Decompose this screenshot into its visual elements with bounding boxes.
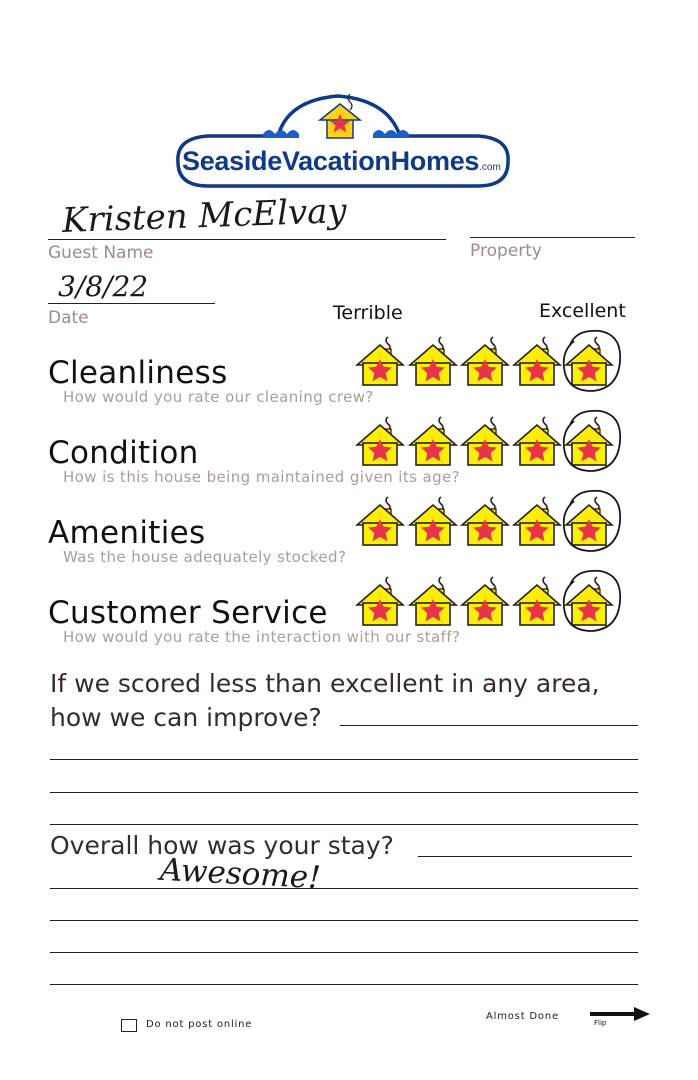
- improve-answer-line-3[interactable]: [50, 792, 638, 793]
- rating-house-icon-1[interactable]: [355, 415, 405, 467]
- guest-name-label: Guest Name: [48, 243, 154, 263]
- logo-suffix: .com: [479, 162, 501, 173]
- overall-answer: Awesome!: [159, 851, 322, 897]
- rating-question: How would you rate the interaction with our staff?: [63, 628, 461, 646]
- rating-house-icon-3[interactable]: [460, 495, 510, 547]
- improve-answer-line-2[interactable]: [50, 759, 638, 760]
- date-value: 3/8/22: [58, 270, 149, 303]
- improve-question-line1: If we scored less than excellent in any area,: [50, 669, 600, 698]
- selected-rating-circle: [556, 405, 628, 481]
- improve-answer-line-4[interactable]: [50, 824, 638, 825]
- rating-house-icon-1[interactable]: [355, 575, 405, 627]
- date-label: Date: [48, 308, 89, 328]
- selected-rating-circle: [556, 485, 628, 561]
- logo-text: SeasideVacationHomes: [182, 146, 480, 176]
- rating-house-icon-4[interactable]: [512, 575, 562, 627]
- rating-question: How is this house being maintained given its age?: [63, 468, 461, 486]
- selected-rating-circle: [556, 325, 628, 401]
- logo: [168, 90, 518, 190]
- overall-question: Overall how was your stay?: [50, 831, 394, 860]
- overall-answer-line-4[interactable]: [50, 952, 638, 953]
- do-not-post-label: Do not post online: [146, 1019, 253, 1030]
- rating-house-icon-2[interactable]: [408, 415, 458, 467]
- rating-house-icon-4[interactable]: [512, 415, 562, 467]
- selected-rating-circle: [556, 565, 628, 641]
- rating-house-icon-2[interactable]: [408, 495, 458, 547]
- overall-answer-line-2[interactable]: [50, 888, 638, 889]
- rating-house-icon-4[interactable]: [512, 495, 562, 547]
- rating-house-icon-1[interactable]: [355, 495, 405, 547]
- rating-house-icon-1[interactable]: [355, 335, 405, 387]
- rating-house-icon-2[interactable]: [408, 335, 458, 387]
- scale-low-label: Terrible: [333, 302, 403, 324]
- rating-question: Was the house adequately stocked?: [63, 548, 347, 566]
- guest-name-value: Kristen McElvay: [61, 191, 348, 241]
- rating-house-icon-3[interactable]: [460, 575, 510, 627]
- rating-title: Amenities: [48, 515, 206, 551]
- rating-question: How would you rate our cleaning crew?: [63, 388, 374, 406]
- rating-title: Cleanliness: [48, 355, 228, 391]
- overall-answer-line-5[interactable]: [50, 984, 638, 985]
- rating-house-icon-3[interactable]: [460, 335, 510, 387]
- improve-question-line2: how we can improve?: [50, 703, 322, 732]
- date-line: [48, 303, 215, 304]
- improve-answer-line-1[interactable]: [340, 725, 638, 726]
- rating-house-icon-3[interactable]: [460, 415, 510, 467]
- overall-answer-line-1[interactable]: [418, 856, 632, 857]
- flip-label: Flip: [594, 1019, 607, 1027]
- rating-house-icon-4[interactable]: [512, 335, 562, 387]
- rating-title: Customer Service: [48, 595, 328, 631]
- rating-house-icon-2[interactable]: [408, 575, 458, 627]
- almost-done-label: Almost Done: [486, 1011, 559, 1022]
- scale-high-label: Excellent: [539, 300, 626, 322]
- property-line: [470, 237, 635, 238]
- guest-name-line: [48, 239, 446, 240]
- overall-answer-line-3[interactable]: [50, 920, 638, 921]
- property-label: Property: [470, 241, 542, 261]
- rating-title: Condition: [48, 435, 199, 471]
- do-not-post-checkbox[interactable]: [121, 1019, 137, 1032]
